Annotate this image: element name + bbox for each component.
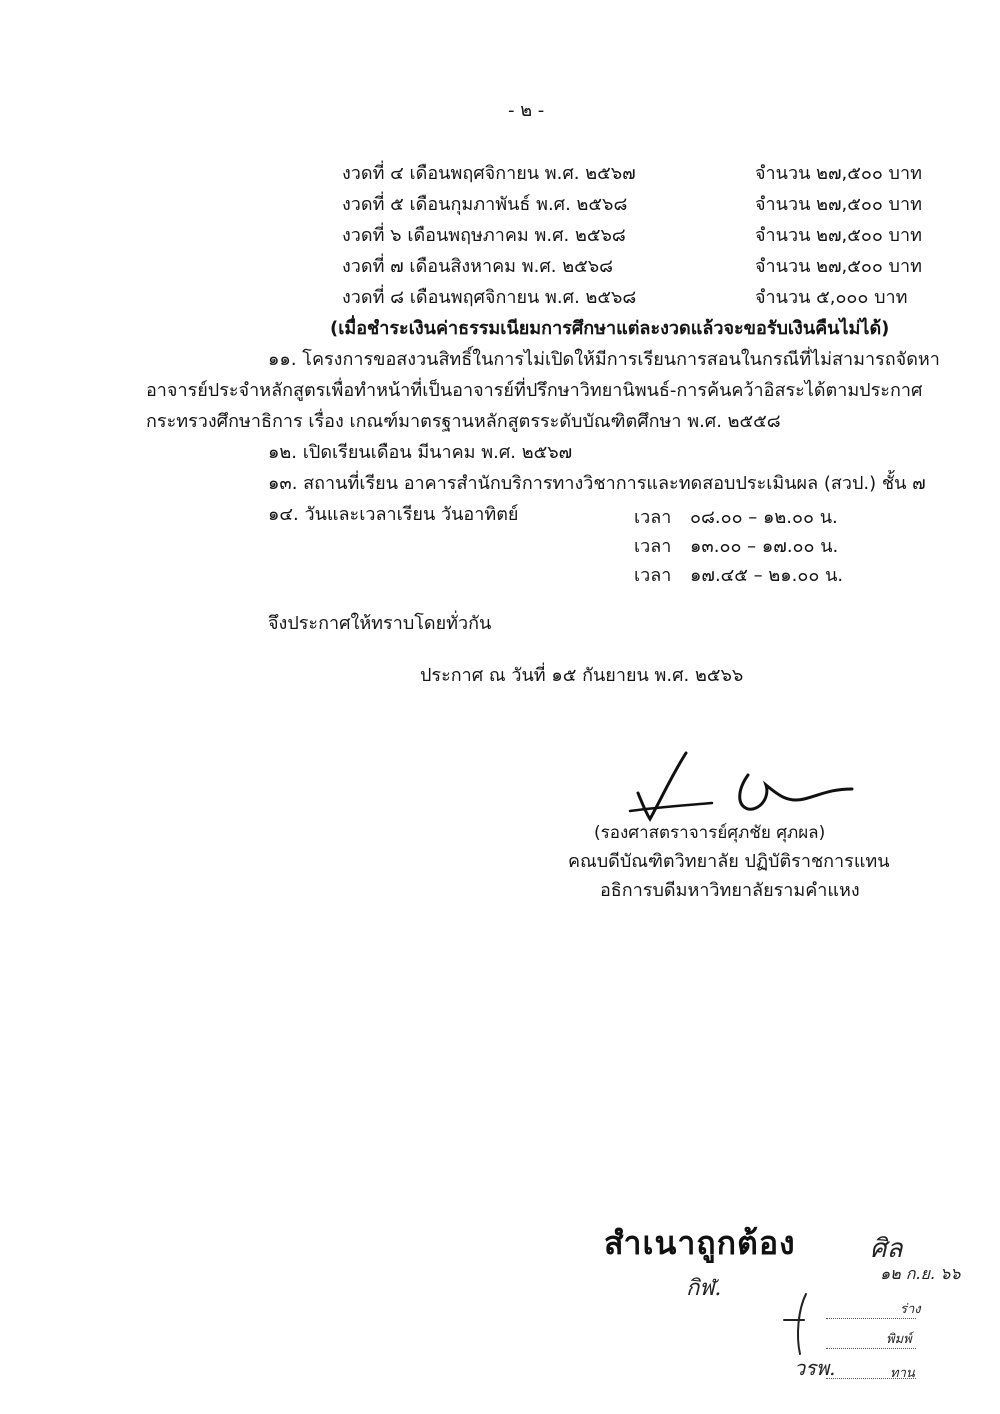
handwritten-date: ๑๒ ก.ย. ๖๖ — [880, 1264, 961, 1283]
time-word: เวลา — [634, 536, 672, 557]
signer-position-1: คณบดีบัณฑิตวิทยาลัย ปฏิบัติราชการแทน — [568, 851, 890, 872]
signer-position-2: อธิการบดีมหาวิทยาลัยรามคำแหง — [600, 880, 860, 901]
item-14-label: ๑๔. วันและเวลาเรียน วันอาทิตย์ — [268, 504, 519, 525]
item-13: ๑๓. สถานที่เรียน อาคารสำนักบริการทางวิชาการและทดสอบประเมินผล (สวป.) ชั้น ๗ — [268, 473, 926, 494]
item-11-line-2: อาจารย์ประจำหลักสูตรเพื่อทำหน้าที่เป็นอาจารย์ที่ปรึกษาวิทยานิพนธ์-การค้นคว้าอิสระได้ตามประกาศ — [146, 380, 923, 401]
time-range: ๑๗.๔๕ – ๒๑.๐๐ น. — [690, 565, 844, 586]
footer-typed-label: พิมพ์ — [886, 1332, 912, 1347]
installment-label: งวดที่ ๕ เดือนกุมภาพันธ์ พ.ศ. ๒๕๖๘ — [342, 194, 628, 215]
footer-initials: วรพ. — [794, 1356, 836, 1380]
page-number: - ๒ - — [508, 100, 545, 121]
installment-amount: จำนวน ๒๗,๕๐๐ บาท — [755, 163, 922, 184]
item-12: ๑๒. เปิดเรียนเดือน มีนาคม พ.ศ. ๒๕๖๗ — [268, 442, 573, 463]
handwritten-initials: ศิล — [870, 1234, 903, 1264]
signer-name: (รองศาสตราจารย์ศุภชัย ศุภผล) — [594, 823, 826, 843]
announce-text: จึงประกาศให้ทราบโดยทั่วกัน — [268, 613, 492, 634]
footer-review-label: ทาน — [890, 1366, 915, 1381]
item-11-line-3: กระทรวงศึกษาธิการ เรื่อง เกณฑ์มาตรฐานหลักสูตรระดับบัณฑิตศึกษา พ.ศ. ๒๕๕๘ — [146, 411, 781, 432]
handwritten-initials-2: กิฬ. — [686, 1276, 722, 1301]
installment-amount: จำนวน ๒๗,๕๐๐ บาท — [755, 225, 922, 246]
installment-amount: จำนวน ๒๗,๕๐๐ บาท — [755, 256, 922, 277]
footer-draft-label: ร่าง — [900, 1302, 921, 1317]
announce-date: ประกาศ ณ วันที่ ๑๕ กันยายน พ.ศ. ๒๕๖๖ — [420, 665, 744, 686]
installment-label: งวดที่ ๗ เดือนสิงหาคม พ.ศ. ๒๕๖๘ — [342, 256, 614, 277]
time-range: ๐๘.๐๐ – ๑๒.๐๐ น. — [690, 507, 838, 528]
installment-amount: จำนวน ๕,๐๐๐ บาท — [755, 287, 908, 308]
installment-amount: จำนวน ๒๗,๕๐๐ บาท — [755, 194, 922, 215]
time-range: ๑๓.๐๐ – ๑๗.๐๐ น. — [690, 536, 839, 557]
item-11-line-1: ๑๑. โครงการขอสงวนสิทธิ์ในการไม่เปิดให้มีการเรียนการสอนในกรณีที่ไม่สามารถจัดหา — [268, 349, 940, 370]
refund-note: (เมื่อชำระเงินค่าธรรมเนียมการศึกษาแต่ละงวดแล้วจะขอรับเงินคืนไม่ได้) — [330, 318, 890, 339]
bracket-mark — [776, 1290, 816, 1360]
installment-label: งวดที่ ๔ เดือนพฤศจิกายน พ.ศ. ๒๕๖๗ — [342, 163, 636, 184]
installment-label: งวดที่ ๖ เดือนพฤษภาคม พ.ศ. ๒๕๖๘ — [342, 225, 626, 246]
time-word: เวลา — [634, 507, 672, 528]
installment-label: งวดที่ ๘ เดือนพฤศจิกายน พ.ศ. ๒๕๖๘ — [342, 287, 637, 308]
certified-copy-stamp: สำเนาถูกต้อง — [604, 1224, 796, 1262]
time-word: เวลา — [634, 565, 672, 586]
